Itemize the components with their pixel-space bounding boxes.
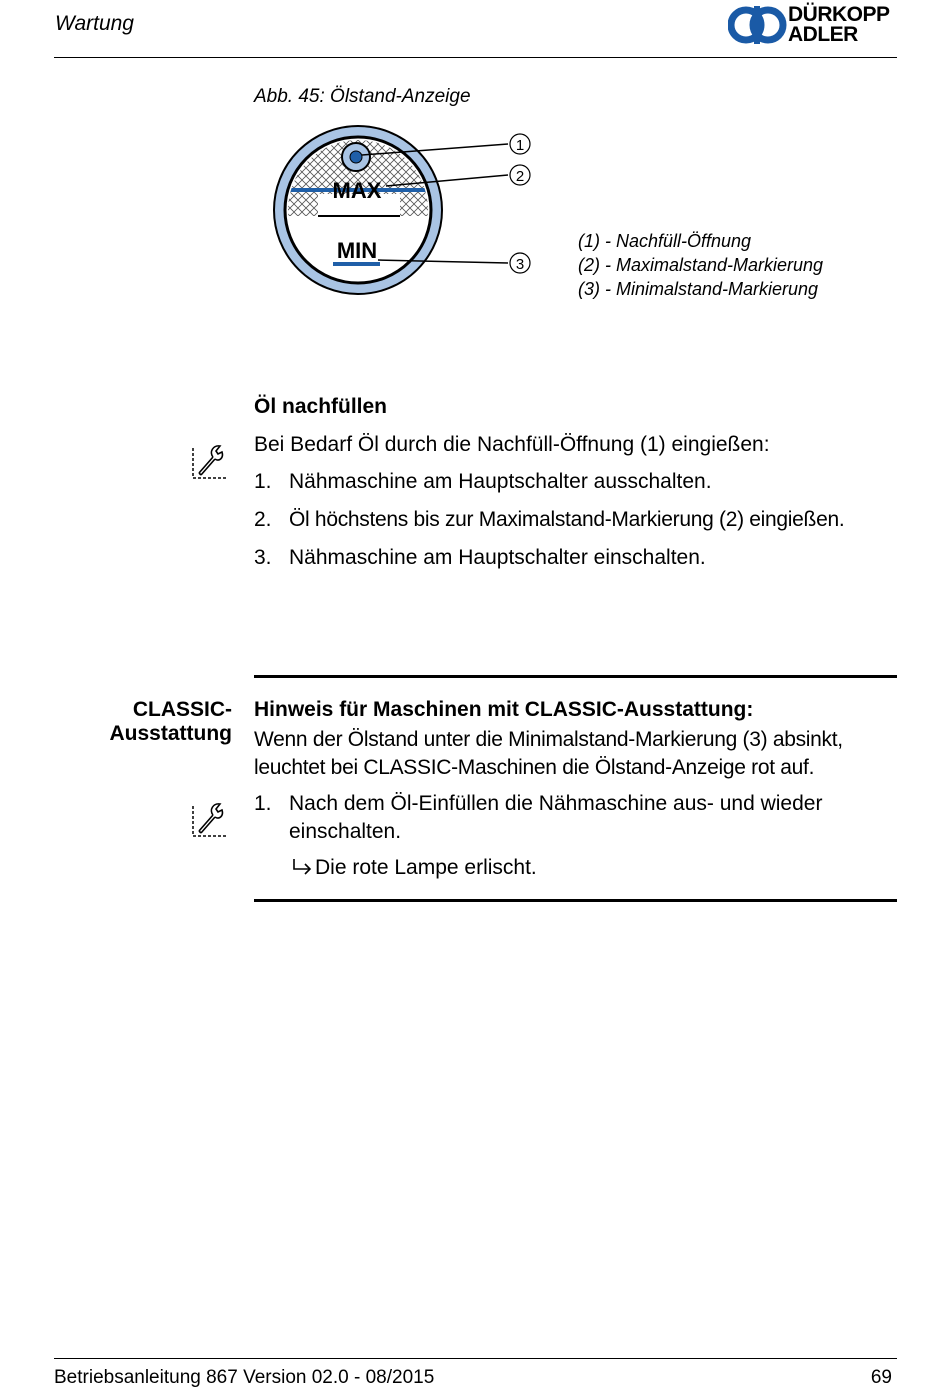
page-header-title: Wartung: [55, 12, 134, 35]
step-list: [254, 471, 904, 585]
step-text: Öl höchstens bis zur Maximalstand-Markierung (2) eingießen.: [289, 508, 845, 531]
min-label: MIN: [336, 238, 378, 263]
note-bottom-rule: [254, 899, 897, 902]
callout-3-label: 3: [515, 256, 525, 273]
legend-item: (3) - Minimalstand-Markierung: [578, 279, 819, 299]
wrench-icon: [191, 442, 229, 480]
max-label: MAX: [332, 178, 382, 203]
result-line: [290, 856, 537, 880]
step-text: Nähmaschine am Hauptschalter ausschalten.: [289, 470, 712, 493]
step-text: Nähmaschine am Hauptschalter einschalten.: [289, 546, 706, 569]
result-text: Die rote Lampe erlischt.: [315, 856, 537, 879]
section-title: Öl nachfüllen: [254, 395, 388, 418]
list-item: [254, 471, 904, 493]
footer-document-info: Betriebsanleitung 867 Version 02.0 - 08/2015: [54, 1367, 435, 1388]
result-arrow-icon: [290, 857, 314, 879]
step-text: Nach dem Öl-Einfüllen die Nähmaschine aus- und wieder einschalten.: [289, 792, 823, 843]
logo-text-line2: ADLER: [788, 23, 858, 46]
side-label-line2: Ausstattung: [109, 722, 232, 745]
side-label-line1: CLASSIC-: [132, 698, 232, 721]
list-item: [254, 509, 904, 531]
legend-item: (2) - Maximalstand-Markierung: [578, 255, 824, 275]
note-title: Hinweis für Maschinen mit CLASSIC-Ausstattung:: [254, 698, 754, 721]
section-intro: Bei Bedarf Öl durch die Nachfüll-Öffnung (1) eingießen:: [254, 433, 770, 456]
step-number: 1.: [254, 470, 272, 493]
classic-side-label: [110, 698, 233, 746]
note-step: [254, 790, 904, 846]
note-top-rule: [254, 675, 897, 678]
logo-mark-icon: [728, 3, 788, 47]
header-divider: [54, 57, 897, 58]
oil-level-gauge-diagram: [270, 124, 545, 299]
legend-item: (1) - Nachfüll-Öffnung: [578, 231, 752, 251]
callout-2-label: 2: [515, 168, 525, 185]
page-number: 69: [870, 1367, 892, 1388]
callout-1-label: 1: [515, 137, 525, 154]
step-number: 1.: [254, 792, 272, 815]
figure-legend: [578, 229, 823, 301]
footer-divider: [54, 1358, 897, 1359]
step-number: 2.: [254, 508, 272, 531]
figure-caption: Abb. 45: Ölstand-Anzeige: [254, 86, 471, 107]
wrench-icon: [191, 800, 229, 838]
note-text: Wenn der Ölstand unter die Minimalstand-Markierung (3) absinkt, leuchtet bei CLASSIC-Maschinen die Ölstand-Anzeige rot auf.: [254, 728, 843, 779]
duerkopp-adler-logo: [728, 3, 903, 47]
list-item: [254, 547, 904, 569]
step-number: 3.: [254, 546, 272, 569]
logo-text-line1: DÜRKOPP: [788, 3, 890, 26]
